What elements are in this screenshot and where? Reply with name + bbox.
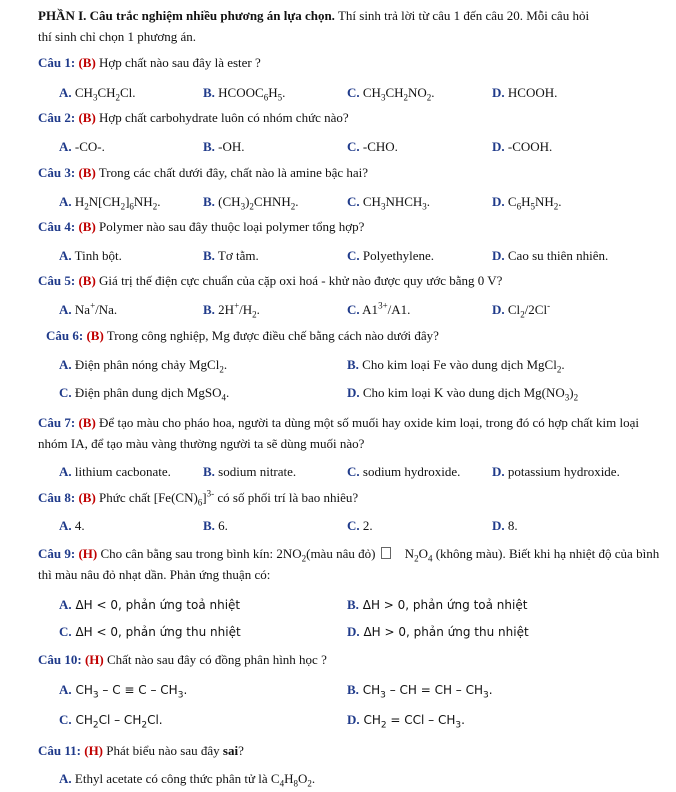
- option-letter: C.: [59, 624, 72, 639]
- option-letter: B.: [347, 597, 359, 612]
- option-letter: B.: [203, 139, 215, 154]
- option-d[interactable]: D. $Cl_2/2Cl^-$: [492, 300, 551, 320]
- option-letter: A.: [59, 464, 72, 479]
- question-text: Giá trị thế điện cực chuẩn của cặp oxi hoá - khử nào được quy ước bằng 0 V?: [95, 273, 503, 288]
- option-letter: C.: [59, 385, 72, 400]
- option-text: 4.: [71, 518, 85, 533]
- option-text: ΔH > 0, phản ứng thu nhiệt: [363, 625, 529, 639]
- option-d[interactable]: [492, 517, 518, 535]
- option-a[interactable]: [59, 138, 105, 156]
- option-b[interactable]: [203, 138, 245, 156]
- option-letter: C.: [347, 139, 360, 154]
- difficulty-tag: (B): [78, 219, 96, 234]
- option-b[interactable]: B. Cho kim loại Fe vào dung dịch MgCl$_2$.: [347, 357, 565, 375]
- question-6: [46, 326, 676, 346]
- option-letter: D.: [347, 385, 360, 400]
- question-number: Câu 9:: [38, 546, 76, 561]
- option-d[interactable]: D. $C_6H_5NH_2$.: [492, 194, 562, 212]
- option-text: potassium hydroxide.: [504, 464, 620, 479]
- option-letter: C.: [347, 194, 360, 209]
- option-letter: C.: [59, 712, 72, 727]
- option-text: Cho kim loại K vào dung dịch Mg(NO: [359, 385, 565, 400]
- question-text: Cho cân bằng sau trong bình kín: 2NO: [97, 546, 302, 561]
- difficulty-tag: (B): [86, 328, 104, 343]
- option-letter: A.: [59, 357, 72, 372]
- option-letter: D.: [492, 139, 505, 154]
- difficulty-tag: (H): [78, 546, 98, 561]
- option-d[interactable]: [347, 623, 529, 641]
- option-letter: C.: [347, 248, 360, 263]
- option-text: Ethyl acetate có công thức phân tử là C: [71, 771, 280, 786]
- option-letter: C.: [347, 464, 360, 479]
- option-letter: A.: [59, 771, 72, 786]
- question-text-cont: ?: [238, 743, 244, 758]
- option-c[interactable]: [347, 247, 434, 265]
- option-letter: D.: [492, 85, 505, 100]
- question-number: Câu 6:: [46, 328, 84, 343]
- option-text: sodium nitrate.: [214, 464, 297, 479]
- difficulty-tag: (B): [78, 490, 96, 505]
- option-b[interactable]: B. $(CH_3)_2CHNH_2$.: [203, 194, 299, 212]
- question-number: Câu 5:: [38, 273, 76, 288]
- question-number: Câu 4:: [38, 219, 76, 234]
- question-9: Câu 9: (H) Cho cân bằng sau trong bình kín: $2NO_2(màu$ nâu đỏ) $N_2O_4$ (không màu). Biết khi hạ nhiệt độ của bình thì màu nâu đỏ nhạt dần. Phản ứng thuận có:: [38, 546, 660, 582]
- option-d[interactable]: [492, 138, 552, 156]
- section-instructions: Thí sinh trả lời từ câu 1 đến câu 20. Mỗi câu hỏi: [334, 8, 590, 23]
- option-letter: A.: [59, 139, 72, 154]
- question-7: [38, 412, 668, 454]
- question-text: Trong các chất dưới đây, chất nào là amine bậc hai?: [95, 165, 369, 180]
- option-letter: B.: [203, 518, 215, 533]
- option-text: 6.: [214, 518, 228, 533]
- option-text: Polyethylene.: [359, 248, 435, 263]
- option-c[interactable]: [347, 463, 460, 481]
- option-a[interactable]: A. $CH_3 - C \equiv C - CH_3$.: [59, 682, 188, 701]
- option-letter: B.: [347, 682, 359, 697]
- option-b[interactable]: B. $CH_3$ – CH = CH – $CH_3$.: [347, 682, 493, 701]
- option-d[interactable]: D. $CH_2$ = CCl – $CH_3$.: [347, 712, 465, 731]
- question-number: Câu 2:: [38, 110, 76, 125]
- option-letter: D.: [492, 302, 505, 317]
- question-text: Hợp chất carbohydrate luôn có nhóm chức nào?: [95, 110, 349, 125]
- question-text-mid: (màu nâu đỏ): [306, 546, 379, 561]
- option-letter: A.: [59, 194, 72, 209]
- option-text: -COOH.: [504, 139, 553, 154]
- option-b[interactable]: [203, 463, 296, 481]
- question-number: Câu 11:: [38, 743, 81, 758]
- option-a[interactable]: A. $H_2N[CH_2]_6NH_2$.: [59, 194, 161, 212]
- option-c[interactable]: [59, 623, 241, 641]
- option-a[interactable]: [59, 463, 171, 481]
- option-d[interactable]: [492, 463, 620, 481]
- option-text: Tơ tằm.: [214, 248, 259, 263]
- difficulty-tag: (H): [84, 743, 104, 758]
- option-text: Điện phân dung dịch MgSO: [71, 385, 222, 400]
- option-letter: D.: [347, 712, 360, 727]
- option-d[interactable]: D. HCOOH.: [492, 85, 558, 100]
- difficulty-tag: (B): [78, 415, 96, 430]
- difficulty-tag: (H): [84, 652, 104, 667]
- option-d[interactable]: [492, 247, 608, 265]
- option-letter: D.: [492, 194, 505, 209]
- section-instructions-cont: thí sinh chỉ chọn 1 phương án.: [38, 29, 196, 44]
- option-letter: A.: [59, 85, 72, 100]
- question-number: Câu 3:: [38, 165, 76, 180]
- option-letter: A.: [59, 682, 72, 697]
- option-text: 2.: [359, 518, 373, 533]
- option-letter: C.: [347, 518, 360, 533]
- question-number: Câu 1:: [38, 55, 76, 70]
- option-a[interactable]: [59, 596, 240, 614]
- question-emphasis: sai: [222, 743, 239, 758]
- option-text: ΔH > 0, phản ứng toả nhiệt: [362, 598, 528, 612]
- option-letter: D.: [492, 248, 505, 263]
- option-letter: A.: [59, 302, 72, 317]
- option-a[interactable]: A. Ethyl acetate có công thức phân tử là $C_4H_8O_2$.: [59, 771, 316, 789]
- option-b[interactable]: [203, 247, 259, 265]
- option-text: -CO-.: [71, 139, 105, 154]
- option-b[interactable]: [347, 596, 527, 614]
- option-letter: D.: [492, 464, 505, 479]
- option-c[interactable]: C. $A1^{3+}/A1$.: [347, 300, 411, 317]
- option-letter: B.: [203, 302, 215, 317]
- option-b[interactable]: [203, 517, 228, 535]
- option-text: Cao su thiên nhiên.: [504, 248, 609, 263]
- option-c[interactable]: C. $CH_3CH_2NO_2$.: [347, 85, 435, 103]
- option-letter: C.: [347, 302, 360, 317]
- option-b[interactable]: B. $HCOOC_6H_5$.: [203, 85, 286, 103]
- option-letter: A.: [59, 597, 72, 612]
- question-text: Trong công nghiệp, Mg được điều chế bằng cách nào dưới đây?: [103, 328, 439, 343]
- difficulty-tag: (B): [78, 55, 96, 70]
- option-c[interactable]: [347, 517, 373, 535]
- option-letter: B.: [203, 248, 215, 263]
- question-1: [38, 53, 668, 73]
- option-c[interactable]: C. Điện phân dung dịch MgSO$_4$.: [59, 385, 230, 403]
- difficulty-tag: (B): [78, 110, 96, 125]
- option-a[interactable]: A. $CH_3CH_2Cl$.: [59, 85, 136, 103]
- option-a[interactable]: A. Điện phân nóng chảy MgCl$_2$.: [59, 357, 228, 375]
- question-number: Câu 8:: [38, 490, 76, 505]
- question-text-cont: có số phối trí là bao nhiêu?: [214, 490, 359, 505]
- option-text: Tinh bột.: [71, 248, 122, 263]
- question-text: Polymer nào sau đây thuộc loại polymer tổng hợp?: [95, 219, 365, 234]
- option-text: ΔH < 0, phản ứng toả nhiệt: [75, 598, 241, 612]
- question-4: [38, 217, 668, 237]
- question-8: Câu 8: (B) Phức chất $[Fe(CN)_6]^{3-}$ có số phối trí là bao nhiêu?: [38, 488, 359, 508]
- option-text: lithium cacbonate.: [71, 464, 171, 479]
- question-text: Hợp chất nào sau đây là ester ?: [95, 55, 261, 70]
- option-text: ΔH < 0, phản ứng thu nhiệt: [75, 625, 241, 639]
- option-letter: B.: [347, 357, 359, 372]
- option-text: sodium hydroxide.: [359, 464, 461, 479]
- option-letter: A.: [59, 248, 72, 263]
- option-c[interactable]: [347, 138, 398, 156]
- option-c[interactable]: C. $CH_2Cl - CH_2Cl$.: [59, 712, 163, 731]
- section-header: [38, 5, 668, 47]
- option-a[interactable]: [59, 517, 85, 535]
- option-letter: B.: [203, 464, 215, 479]
- option-d[interactable]: D. Cho kim loại K vào dung dịch $Mg(NO_3)_2$: [347, 385, 579, 403]
- option-letter: D.: [347, 624, 360, 639]
- option-letter: A.: [59, 518, 72, 533]
- option-c[interactable]: C. $CH_3NHCH_3$.: [347, 194, 431, 212]
- question-10: [38, 650, 668, 670]
- question-text: Chất nào sau đây có đồng phân hình học ?: [103, 652, 327, 667]
- option-text: -CHO.: [359, 139, 398, 154]
- difficulty-tag: (B): [78, 273, 96, 288]
- question-number: Câu 7:: [38, 415, 76, 430]
- equilibrium-arrow-icon: [381, 547, 391, 559]
- option-a[interactable]: [59, 247, 122, 265]
- option-text: Cho kim loại Fe vào dung dịch MgCl: [358, 357, 557, 372]
- option-text: 8.: [504, 518, 518, 533]
- question-number: Câu 10:: [38, 652, 82, 667]
- section-title: PHẦN I. Câu trắc nghiệm nhiều phương án lựa chọn.: [38, 8, 335, 23]
- question-11: [38, 741, 668, 761]
- option-letter: D.: [492, 518, 505, 533]
- question-text: Để tạo màu cho pháo hoa, người ta dùng một số muối hay oxide kim loại, trong đó có hợp chất kim loại nhóm IA, để tạo màu vàng thường người ta sẽ dùng muối nào?: [38, 415, 640, 451]
- question-5: [38, 271, 668, 291]
- question-3: [38, 163, 668, 183]
- option-text: -OH.: [214, 139, 245, 154]
- option-text: Điện phân nóng chảy MgCl: [71, 357, 220, 372]
- question-text-cont: Biết khi hạ nhiệt độ của bình thì màu nâu đỏ nhạt dần. Phản ứng thuận có:: [38, 546, 660, 582]
- option-letter: B.: [203, 85, 215, 100]
- question-text: Phát biểu nào sau đây: [103, 743, 223, 758]
- question-text: Phức chất [Fe(CN): [95, 490, 198, 505]
- difficulty-tag: (B): [78, 165, 96, 180]
- option-a[interactable]: A. Na+/Na.: [59, 300, 118, 317]
- question-2: [38, 108, 668, 128]
- option-b[interactable]: B. $2H^+/H_2$.: [203, 300, 260, 320]
- option-letter: B.: [203, 194, 215, 209]
- option-letter: C.: [347, 85, 360, 100]
